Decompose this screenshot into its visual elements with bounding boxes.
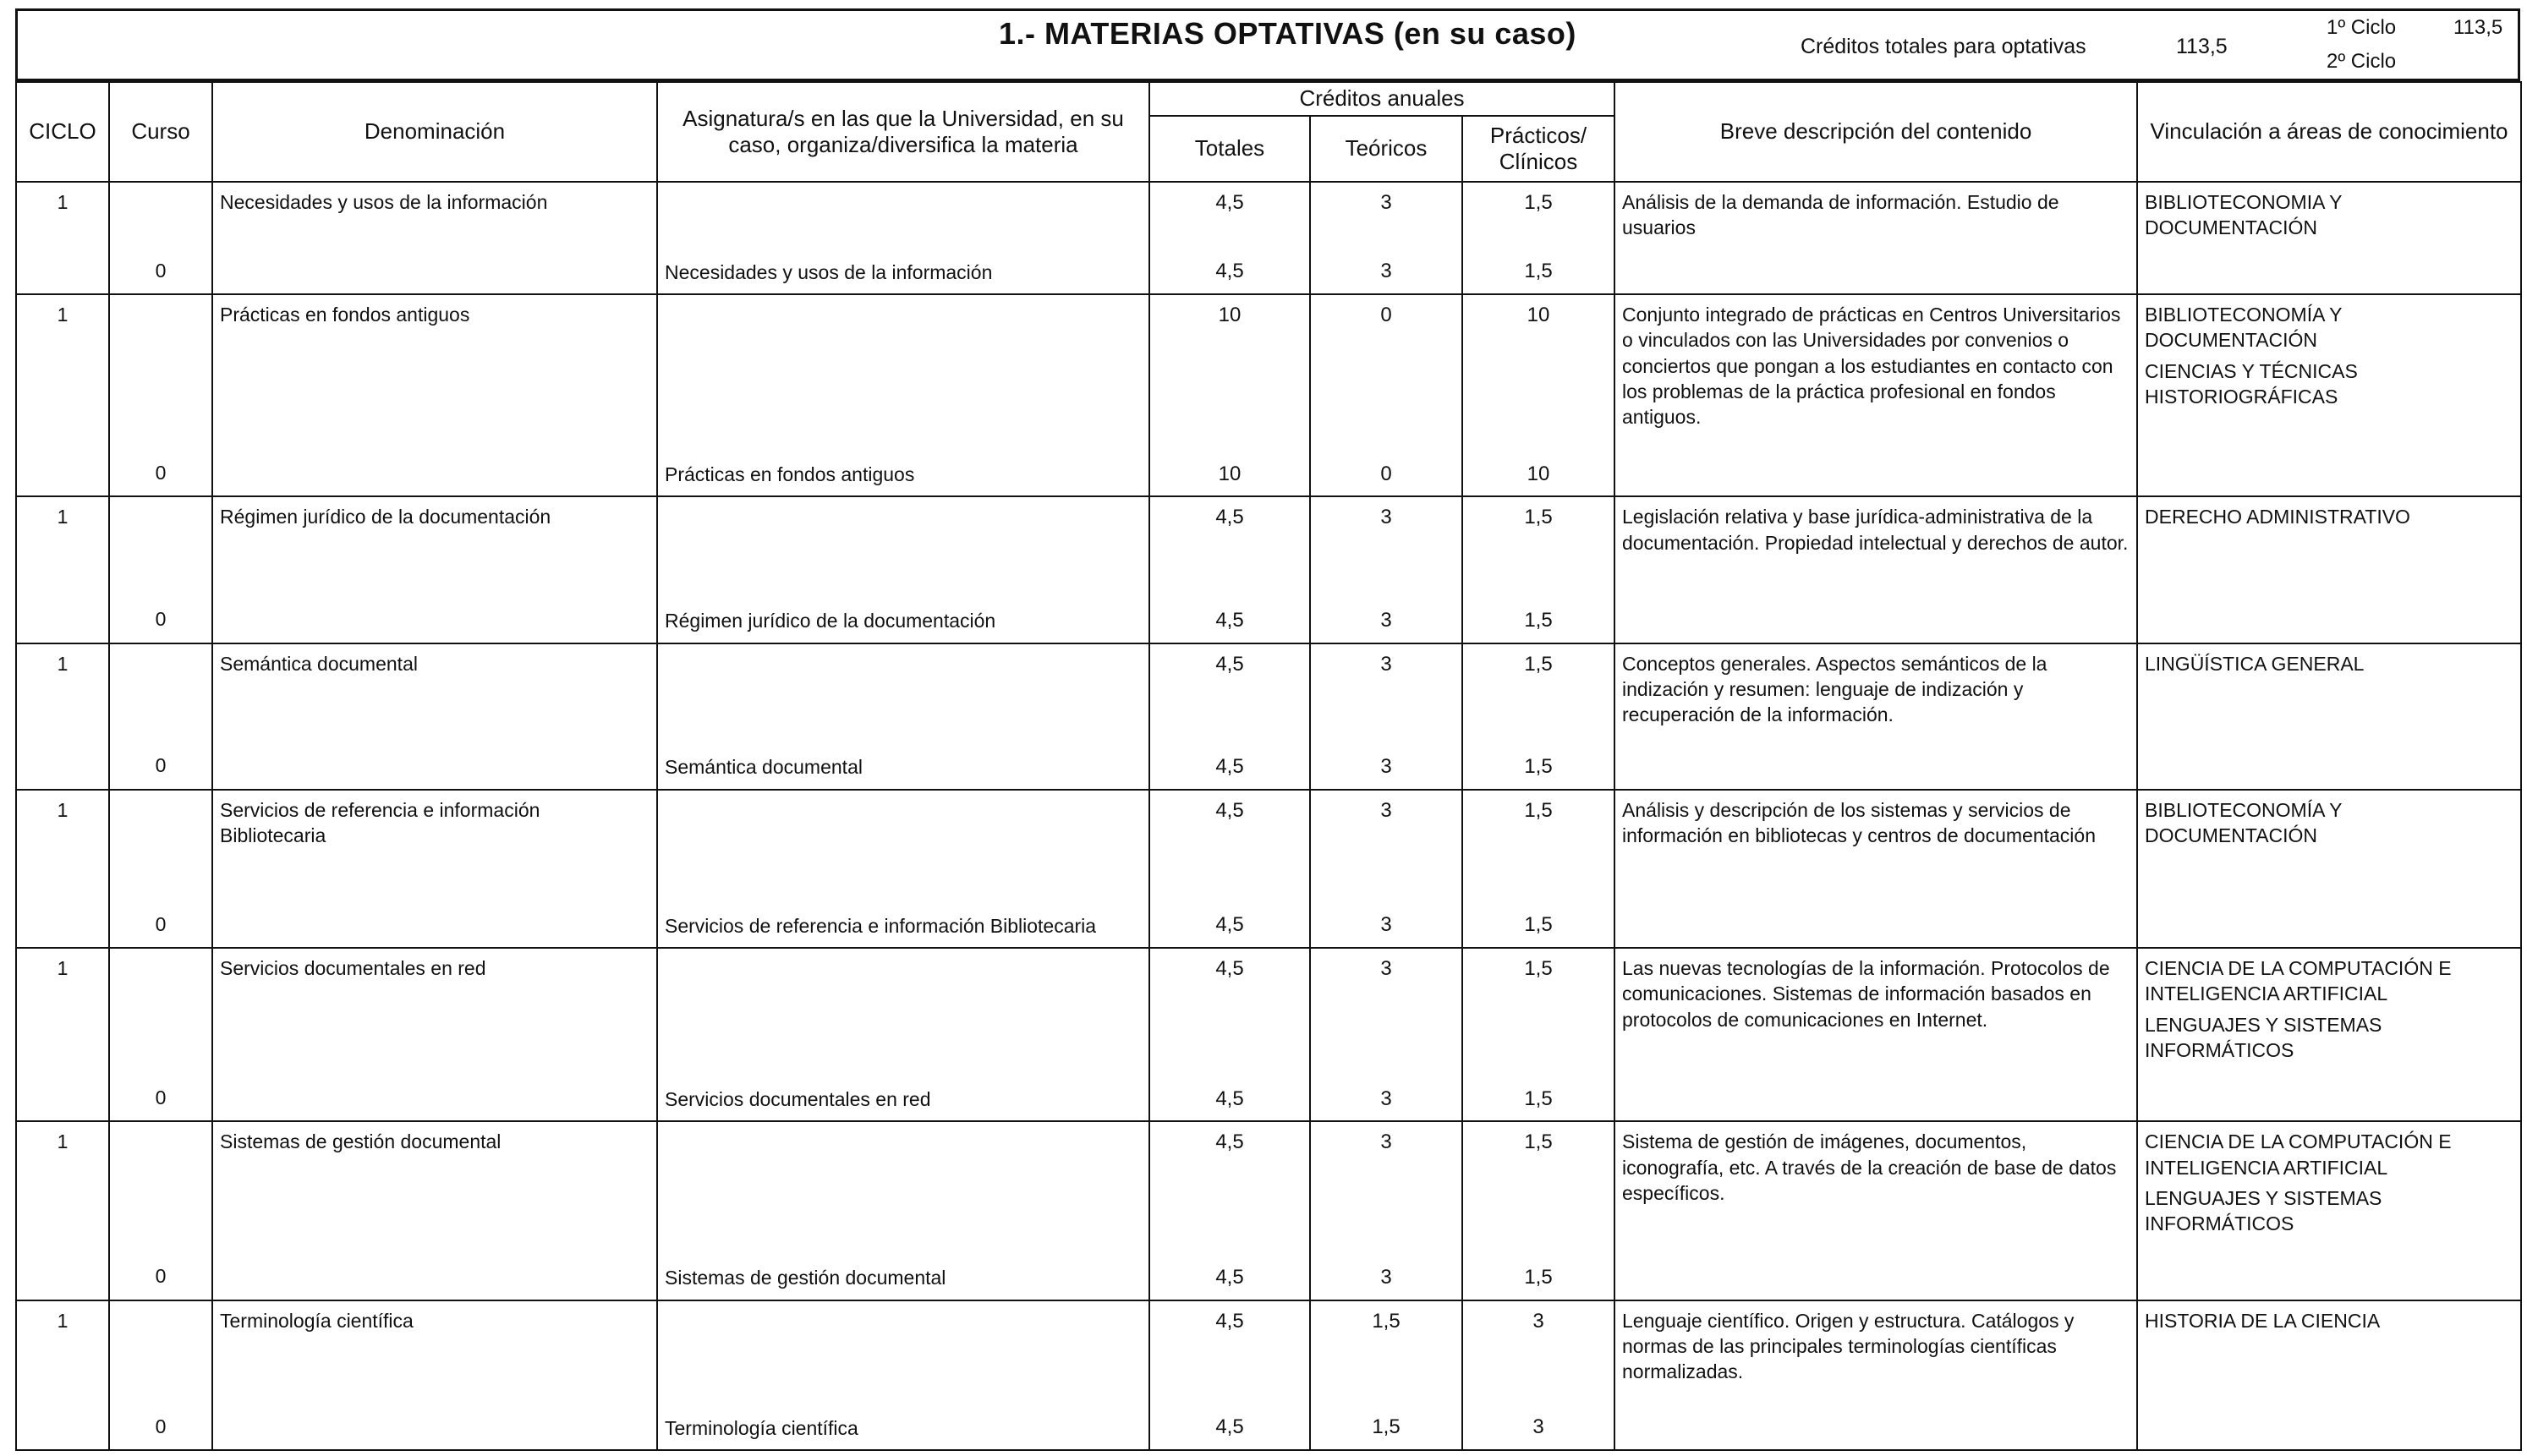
curso-value: 0 (155, 1265, 167, 1288)
practicos-asignatura: 1,5 (1524, 1087, 1553, 1110)
curso-value: 0 (155, 1415, 167, 1437)
header-band (15, 8, 2520, 81)
descripcion-text: Legislación relativa y base jurídica-administrativa de la documentación. Propiedad intelectual y derechos de autor. (1622, 506, 2129, 554)
asignatura-cell (657, 948, 1149, 1121)
descripcion-text: Conceptos generales. Aspectos semánticos de la indización y resumen: lenguaje de indización y recuperación de la información. (1622, 652, 2047, 726)
knowledge-area: LENGUAJES Y SISTEMAS INFORMÁTICOS (2145, 1013, 2382, 1062)
descripcion-text: Las nuevas tecnologías de la información. Protocolos de comunicaciones. Sistemas de información basados en protocolos de comunicaciones en Internet. (1622, 956, 2110, 1031)
vinculacion-cell (2137, 1121, 2521, 1300)
asignatura-cell (657, 1121, 1149, 1300)
descripcion-text: Sistema de gestión de imágenes, documentos, iconografía, etc. A través de la creación de base de datos específicos. (1622, 1130, 2117, 1205)
knowledge-area: BIBLIOTECONOMIA Y DOCUMENTACIÓN (2145, 191, 2343, 239)
asignatura-text: Servicios documentales en red (665, 1087, 931, 1110)
credits-total-label: Créditos totales para optativas (1801, 35, 2086, 58)
denominacion-cell (212, 182, 657, 294)
descripcion-cell (1614, 182, 2137, 294)
knowledge-area: LENGUAJES Y SISTEMAS INFORMÁTICOS (2145, 1187, 2382, 1235)
vinculacion-cell (2137, 643, 2521, 790)
col-header-totales: Totales (1149, 116, 1310, 182)
knowledge-area: HISTORIA DE LA CIENCIA (2145, 1309, 2381, 1332)
ciclo-cell (16, 294, 109, 497)
curso-cell (109, 790, 212, 948)
totales-asignatura: 4,5 (1215, 260, 1244, 283)
denominacion-cell (212, 1300, 657, 1450)
vinculacion-areas (2145, 1129, 2513, 1236)
ciclo-value: 1 (57, 798, 69, 821)
col-header-curso: Curso (109, 82, 212, 182)
denominacion-text: Necesidades y usos de la información (220, 191, 548, 213)
knowledge-area: DERECHO ADMINISTRATIVO (2145, 506, 2410, 528)
practicos-asignatura: 1,5 (1524, 608, 1553, 632)
teoricos-cell (1310, 790, 1462, 948)
totales-materia: 10 (1218, 303, 1242, 326)
totales-cell (1149, 496, 1310, 643)
totales-materia: 4,5 (1215, 1309, 1244, 1333)
curso-cell (109, 1121, 212, 1300)
denominacion-text: Prácticas en fondos antiguos (220, 303, 470, 326)
totales-materia: 4,5 (1215, 798, 1244, 822)
teoricos-cell (1310, 1121, 1462, 1300)
table-row (16, 948, 2521, 1121)
vinculacion-cell (2137, 496, 2521, 643)
asignatura-text: Servicios de referencia e información Bibliotecaria (665, 914, 1097, 937)
page-title: 1.- MATERIAS OPTATIVAS (en su caso) (999, 16, 1576, 51)
practicos-asignatura: 3 (1532, 1415, 1544, 1439)
asignatura-cell (657, 294, 1149, 497)
teoricos-asignatura: 3 (1380, 260, 1392, 283)
totales-asignatura: 4,5 (1215, 1266, 1244, 1289)
ciclo-value: 1 (57, 1130, 69, 1153)
ciclo1-value: 113,5 (2453, 16, 2503, 39)
practicos-asignatura: 1,5 (1524, 260, 1553, 283)
ciclo-cell (16, 948, 109, 1121)
knowledge-area: BIBLIOTECONOMÍA Y DOCUMENTACIÓN (2145, 798, 2343, 847)
totales-cell (1149, 1121, 1310, 1300)
ciclo-value: 1 (57, 506, 69, 528)
practicos-materia: 1,5 (1524, 956, 1553, 980)
curso-value: 0 (155, 608, 167, 631)
asignatura-text: Sistemas de gestión documental (665, 1267, 946, 1289)
ciclo-value: 1 (57, 1309, 69, 1332)
teoricos-materia: 3 (1380, 652, 1392, 676)
credits-total-value: 113,5 (2176, 35, 2228, 58)
denominacion-text: Servicios documentales en red (220, 956, 486, 979)
totales-materia: 4,5 (1215, 506, 1244, 529)
practicos-materia: 1,5 (1524, 191, 1553, 214)
practicos-materia: 1,5 (1524, 1130, 1553, 1154)
asignatura-text: Prácticas en fondos antiguos (665, 463, 915, 486)
ciclo-cell (16, 1300, 109, 1450)
curso-value: 0 (155, 1086, 167, 1108)
table-row (16, 790, 2521, 948)
practicos-cell (1462, 643, 1614, 790)
vinculacion-areas (2145, 1308, 2513, 1333)
col-header-creditos-anuales: Créditos anuales (1149, 82, 1614, 116)
descripcion-text: Análisis de la demanda de información. Estudio de usuarios (1622, 191, 2059, 239)
curso-value: 0 (155, 259, 167, 282)
practicos-materia: 3 (1532, 1309, 1544, 1333)
col-header-denominacion: Denominación (212, 82, 657, 182)
table-row (16, 1300, 2521, 1450)
vinculacion-areas (2145, 651, 2513, 676)
teoricos-materia: 3 (1380, 956, 1392, 980)
teoricos-asignatura: 3 (1380, 608, 1392, 632)
asignatura-text: Necesidades y usos de la información (665, 260, 993, 283)
knowledge-area: CIENCIA DE LA COMPUTACIÓN E INTELIGENCIA ARTIFICIAL (2145, 956, 2452, 1005)
teoricos-cell (1310, 182, 1462, 294)
ciclo-cell (16, 643, 109, 790)
knowledge-area: BIBLIOTECONOMÍA Y DOCUMENTACIÓN (2145, 303, 2343, 352)
denominacion-text: Semántica documental (220, 652, 418, 675)
practicos-cell (1462, 294, 1614, 497)
totales-asignatura: 4,5 (1215, 1087, 1244, 1110)
descripcion-cell (1614, 294, 2137, 497)
col-header-descripcion: Breve descripción del contenido (1614, 82, 2137, 182)
practicos-cell (1462, 1121, 1614, 1300)
practicos-asignatura: 10 (1527, 462, 1550, 485)
ciclo-cell (16, 1121, 109, 1300)
teoricos-cell (1310, 1300, 1462, 1450)
denominacion-cell (212, 790, 657, 948)
asignatura-cell (657, 790, 1149, 948)
curso-cell (109, 182, 212, 294)
table-row (16, 182, 2521, 294)
teoricos-asignatura: 3 (1380, 755, 1392, 779)
teoricos-cell (1310, 496, 1462, 643)
descripcion-cell (1614, 1300, 2137, 1450)
knowledge-area: LINGÜÍSTICA GENERAL (2145, 652, 2365, 675)
practicos-cell (1462, 496, 1614, 643)
totales-materia: 4,5 (1215, 956, 1244, 980)
totales-asignatura: 10 (1218, 462, 1242, 485)
table-row (16, 496, 2521, 643)
descripcion-cell (1614, 790, 2137, 948)
practicos-materia: 1,5 (1524, 652, 1553, 676)
curso-value: 0 (155, 754, 167, 777)
denominacion-text: Sistemas de gestión documental (220, 1130, 502, 1153)
col-header-vinculacion: Vinculación a áreas de conocimiento (2137, 82, 2521, 182)
table-row (16, 1121, 2521, 1300)
curso-cell (109, 496, 212, 643)
descripcion-text: Conjunto integrado de prácticas en Centros Universitarios o vinculados con las Universidades por convenios o conciertos que pongan a los estudiantes en contacto con los problemas de la práctica profesional en fondos antiguos. (1622, 303, 2121, 429)
totales-cell (1149, 182, 1310, 294)
teoricos-materia: 1,5 (1372, 1309, 1401, 1333)
descripcion-text: Lenguaje científico. Origen y estructura. Catálogos y normas de las principales terminologías científicas normalizadas. (1622, 1309, 2075, 1383)
vinculacion-cell (2137, 294, 2521, 497)
asignatura-cell (657, 496, 1149, 643)
table-body (16, 182, 2521, 1450)
denominacion-cell (212, 496, 657, 643)
practicos-materia: 10 (1527, 303, 1550, 326)
totales-asignatura: 4,5 (1215, 1415, 1244, 1439)
subjects-table (15, 81, 2522, 1451)
teoricos-cell (1310, 643, 1462, 790)
teoricos-asignatura: 3 (1380, 1266, 1392, 1289)
col-header-asignatura: Asignatura/s en las que la Universidad, en su caso, organiza/diversifica la materia (657, 82, 1149, 182)
table-row (16, 294, 2521, 497)
teoricos-cell (1310, 294, 1462, 497)
knowledge-area: CIENCIAS Y TÉCNICAS HISTORIOGRÁFICAS (2145, 359, 2358, 408)
denominacion-text: Régimen jurídico de la documentación (220, 506, 551, 528)
table-row (16, 643, 2521, 790)
ciclo-value: 1 (57, 191, 69, 213)
asignatura-cell (657, 643, 1149, 790)
vinculacion-cell (2137, 790, 2521, 948)
ciclo-cell (16, 496, 109, 643)
practicos-cell (1462, 1300, 1614, 1450)
practicos-materia: 1,5 (1524, 798, 1553, 822)
curso-cell (109, 948, 212, 1121)
teoricos-asignatura: 3 (1380, 913, 1392, 937)
ciclo-value: 1 (57, 303, 69, 326)
asignatura-text: Terminología científica (665, 1416, 858, 1439)
vinculacion-areas (2145, 955, 2513, 1063)
curso-value: 0 (155, 462, 167, 484)
col-header-ciclo: CICLO (16, 82, 109, 182)
ciclo1-label: 1º Ciclo (2327, 16, 2397, 39)
ciclo-value: 1 (57, 956, 69, 979)
vinculacion-areas (2145, 189, 2513, 241)
vinculacion-areas (2145, 797, 2513, 849)
teoricos-asignatura: 0 (1380, 462, 1392, 485)
curso-cell (109, 643, 212, 790)
curso-value: 0 (155, 912, 167, 935)
col-header-teoricos: Teóricos (1310, 116, 1462, 182)
practicos-cell (1462, 790, 1614, 948)
totales-asignatura: 4,5 (1215, 608, 1244, 632)
knowledge-area: CIENCIA DE LA COMPUTACIÓN E INTELIGENCIA ARTIFICIAL (2145, 1130, 2452, 1179)
col-header-practicos: Prácticos/ Clínicos (1462, 116, 1614, 182)
curso-cell (109, 294, 212, 497)
practicos-asignatura: 1,5 (1524, 755, 1553, 779)
ciclo-cell (16, 182, 109, 294)
teoricos-materia: 3 (1380, 1130, 1392, 1154)
practicos-materia: 1,5 (1524, 506, 1553, 529)
practicos-cell (1462, 182, 1614, 294)
ciclo2-label: 2º Ciclo (2327, 50, 2397, 73)
teoricos-materia: 3 (1380, 191, 1392, 214)
totales-materia: 4,5 (1215, 1130, 1244, 1154)
denominacion-text: Servicios de referencia e información Bibliotecaria (220, 798, 540, 847)
descripcion-cell (1614, 1121, 2137, 1300)
denominacion-cell (212, 294, 657, 497)
descripcion-cell (1614, 948, 2137, 1121)
denominacion-text: Terminología científica (220, 1309, 414, 1332)
teoricos-materia: 3 (1380, 798, 1392, 822)
denominacion-cell (212, 948, 657, 1121)
totales-cell (1149, 790, 1310, 948)
descripcion-cell (1614, 643, 2137, 790)
descripcion-cell (1614, 496, 2137, 643)
teoricos-materia: 3 (1380, 506, 1392, 529)
ciclo-cell (16, 790, 109, 948)
totales-cell (1149, 948, 1310, 1121)
denominacion-cell (212, 643, 657, 790)
vinculacion-cell (2137, 948, 2521, 1121)
vinculacion-cell (2137, 182, 2521, 294)
totales-cell (1149, 1300, 1310, 1450)
vinculacion-areas (2145, 302, 2513, 409)
denominacion-cell (212, 1121, 657, 1300)
curso-cell (109, 1300, 212, 1450)
asignatura-text: Régimen jurídico de la documentación (665, 610, 996, 632)
practicos-cell (1462, 948, 1614, 1121)
vinculacion-cell (2137, 1300, 2521, 1450)
totales-cell (1149, 294, 1310, 497)
practicos-asignatura: 1,5 (1524, 913, 1553, 937)
totales-cell (1149, 643, 1310, 790)
totales-asignatura: 4,5 (1215, 755, 1244, 779)
descripcion-text: Análisis y descripción de los sistemas y servicios de información en bibliotecas y centros de documentación (1622, 798, 2097, 847)
asignatura-text: Semántica documental (665, 756, 863, 779)
totales-materia: 4,5 (1215, 191, 1244, 214)
totales-asignatura: 4,5 (1215, 913, 1244, 937)
teoricos-asignatura: 1,5 (1372, 1415, 1401, 1439)
totales-materia: 4,5 (1215, 652, 1244, 676)
vinculacion-areas (2145, 504, 2513, 529)
teoricos-asignatura: 3 (1380, 1087, 1392, 1110)
asignatura-cell (657, 182, 1149, 294)
teoricos-materia: 0 (1380, 303, 1392, 326)
asignatura-cell (657, 1300, 1149, 1450)
teoricos-cell (1310, 948, 1462, 1121)
ciclo-value: 1 (57, 652, 69, 675)
practicos-asignatura: 1,5 (1524, 1266, 1553, 1289)
